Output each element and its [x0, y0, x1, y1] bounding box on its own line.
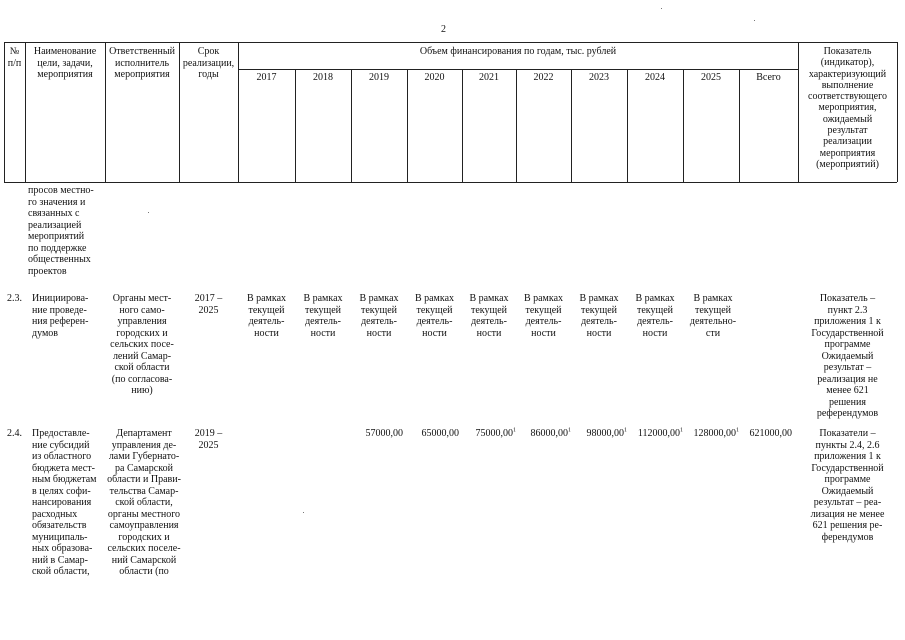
row-indicator: Показатели – пункты 2.4, 2.6 приложения 1 к Государственной программе Ожидаемый результат – реа- лизация не менее 621 решения ре- ферендумов [810, 428, 885, 543]
row-term: 2017 – 2025 [194, 293, 223, 316]
funding-cell: В рамках текущей деятель- ности [246, 293, 287, 339]
header-year: 2021 [479, 72, 499, 83]
row-name: Инициирова- ние проведе- ния референ- думов [32, 293, 89, 339]
scan-speck [303, 512, 304, 513]
col-divider [571, 69, 572, 182]
row-term: 2019 – 2025 [194, 428, 223, 451]
header-year: 2024 [645, 72, 665, 83]
header-term: Срок реализации, годы [182, 46, 235, 80]
col-divider [351, 69, 352, 182]
col-divider [683, 69, 684, 182]
header-year: 2020 [424, 72, 445, 83]
scan-speck [661, 8, 662, 9]
col-divider [627, 69, 628, 182]
header-total: Всего [756, 72, 781, 83]
col-divider [462, 69, 463, 182]
header-indicator: Показатель (индикатор), характеризующий выполнение соответствующего мероприятия, ожидаемый результат реализации мероприятия (мероприятий) [808, 46, 887, 170]
funding-value: 98000,00$^1$ [586, 427, 627, 439]
funding-cell: В рамках текущей деятель- ности [303, 293, 343, 339]
funding-value: 86000,00$^1$ [530, 427, 571, 439]
funding-cell: В рамках текущей деятель- ности [359, 293, 399, 339]
header-funding: Объем финансирования по годам, тыс. рублей [419, 46, 617, 57]
col-divider [407, 69, 408, 182]
funding-value: 75000,00$^1$ [475, 427, 516, 439]
header-year: 2018 [313, 72, 333, 83]
col-divider [516, 69, 517, 182]
funding-value: 57000,00 [365, 428, 403, 439]
row-name: Предоставле- ние субсидий из областного бюджета мест- ным бюджетам в целях софи- нансирования расходных обязательств муниципаль- ных образова- ний в Самар- ской области, [32, 428, 97, 577]
funding-cell: В рамках текущей деятель- ности [469, 293, 509, 339]
table-border-top [4, 42, 897, 43]
table-header-bottom [4, 182, 897, 183]
page-number: 2 [441, 24, 446, 35]
header-year: 2023 [589, 72, 609, 83]
continuation-text: просов местно- го значения и связанных с реализацией мероприятий по поддержке общественных проектов [28, 185, 94, 277]
scan-speck [148, 212, 149, 213]
header-year: 2022 [533, 72, 554, 83]
col-divider [238, 42, 239, 182]
funding-value: 128000,00$^1$ [693, 427, 739, 439]
row-responsible: Департамент управления де- лами Губернато- ра Самарской области и Прави- тельства Самар- ской области, органы местного самоуправления городских и сельских поселе- ний Самарской области (по [107, 428, 181, 577]
header-name: Наименование цели, задачи, мероприятия [33, 46, 97, 80]
header-year: 2017 [256, 72, 277, 83]
funding-cell: В рамках текущей деятельно- сти [689, 293, 737, 339]
funding-value: 65000,00 [421, 428, 459, 439]
row-number: 2.3. [7, 293, 22, 304]
funding-cell: В рамках текущей деятель- ности [414, 293, 455, 339]
funding-cell: В рамках текущей деятель- ности [523, 293, 564, 339]
funding-cell: В рамках текущей деятель- ности [579, 293, 619, 339]
header-responsible: Ответственный исполнитель мероприятия [109, 46, 175, 80]
col-divider [295, 69, 296, 182]
header-year: 2019 [369, 72, 389, 83]
table-border-right [897, 42, 898, 182]
header-number: № п/п [7, 46, 22, 69]
scan-speck [754, 20, 755, 21]
header-year: 2025 [701, 72, 721, 83]
funding-cell: В рамках текущей деятель- ности [635, 293, 675, 339]
row-indicator: Показатель – пункт 2.3 приложения 1 к Государственной программе Ожидаемый результат – реализация не менее 621 решения референдумов [811, 293, 884, 419]
funding-value: 112000,00$^1$ [637, 427, 683, 439]
row-number: 2.4. [7, 428, 22, 439]
funding-header-divider [238, 69, 798, 70]
col-divider [739, 69, 740, 182]
funding-total: 621000,00 [749, 428, 792, 439]
row-responsible: Органы мест- ного само- управления городских и сельских посе- лений Самар- ской области (по согласова- нию) [110, 293, 174, 396]
